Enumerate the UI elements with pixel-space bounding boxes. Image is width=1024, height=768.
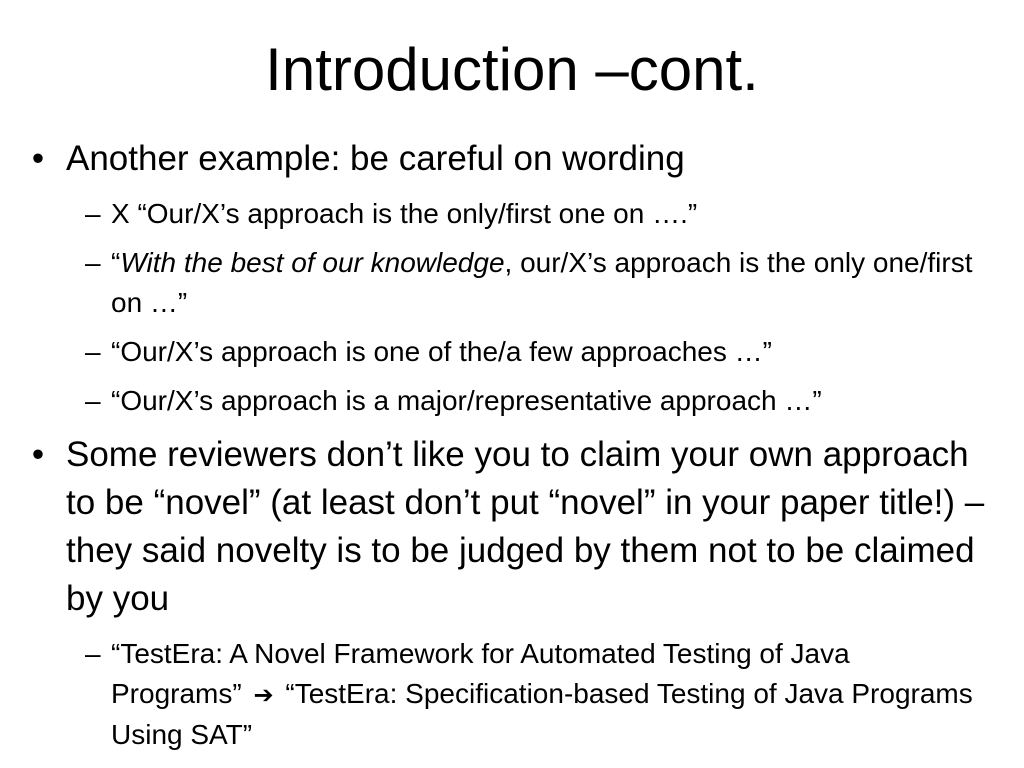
slide-title: Introduction –cont.: [265, 36, 759, 103]
dash-icon: –: [85, 638, 101, 669]
sub-item-1-2-text: , our/X’s approach is the only one/first on …”: [111, 247, 973, 318]
bullet-item-1-text: Another example: be careful on wording: [66, 139, 685, 178]
slide-body: [28, 135, 988, 755]
right-arrow-icon: ➔: [253, 681, 274, 709]
sub-item-1-4: [85, 381, 988, 421]
dash-icon: –: [85, 385, 101, 416]
sub-item-1-2-italic: With the best of our knowledge: [120, 247, 505, 278]
sub-item-2-1-after: “TestEra: Specification-based Testing of Java Programs Using SAT”: [111, 678, 973, 750]
sub-item-1-1-text: X “Our/X’s approach is the only/first one on ….”: [111, 198, 698, 229]
bullet-icon: •: [31, 139, 45, 178]
sub-item-1-3-text: “Our/X’s approach is one of the/a few approaches …”: [111, 336, 772, 367]
bullet-item-1: [28, 135, 988, 183]
sub-item-1-2: [85, 243, 988, 323]
sub-item-1-4-text: “Our/X’s approach is a major/representative approach …”: [111, 385, 822, 416]
sub-item-2-1-before: “TestEra: A Novel Framework for Automated Testing of Java Programs”: [111, 638, 850, 709]
dash-icon: –: [85, 247, 101, 278]
sub-item-1-1: [85, 194, 988, 234]
sub-item-2-1: [85, 634, 988, 755]
bullet-icon: •: [31, 435, 45, 474]
bullet-item-2: [28, 431, 988, 623]
dash-icon: –: [85, 336, 101, 367]
dash-icon: –: [85, 198, 101, 229]
sub-item-1-2-open-quote: “: [111, 247, 121, 278]
sub-item-1-3: [85, 332, 988, 372]
bullet-item-2-text: Some reviewers don’t like you to claim your own approach to be “novel” (at least don’t put “novel” in your paper title!) – they said novelty is to be judged by them not to be claimed by you: [66, 435, 985, 618]
